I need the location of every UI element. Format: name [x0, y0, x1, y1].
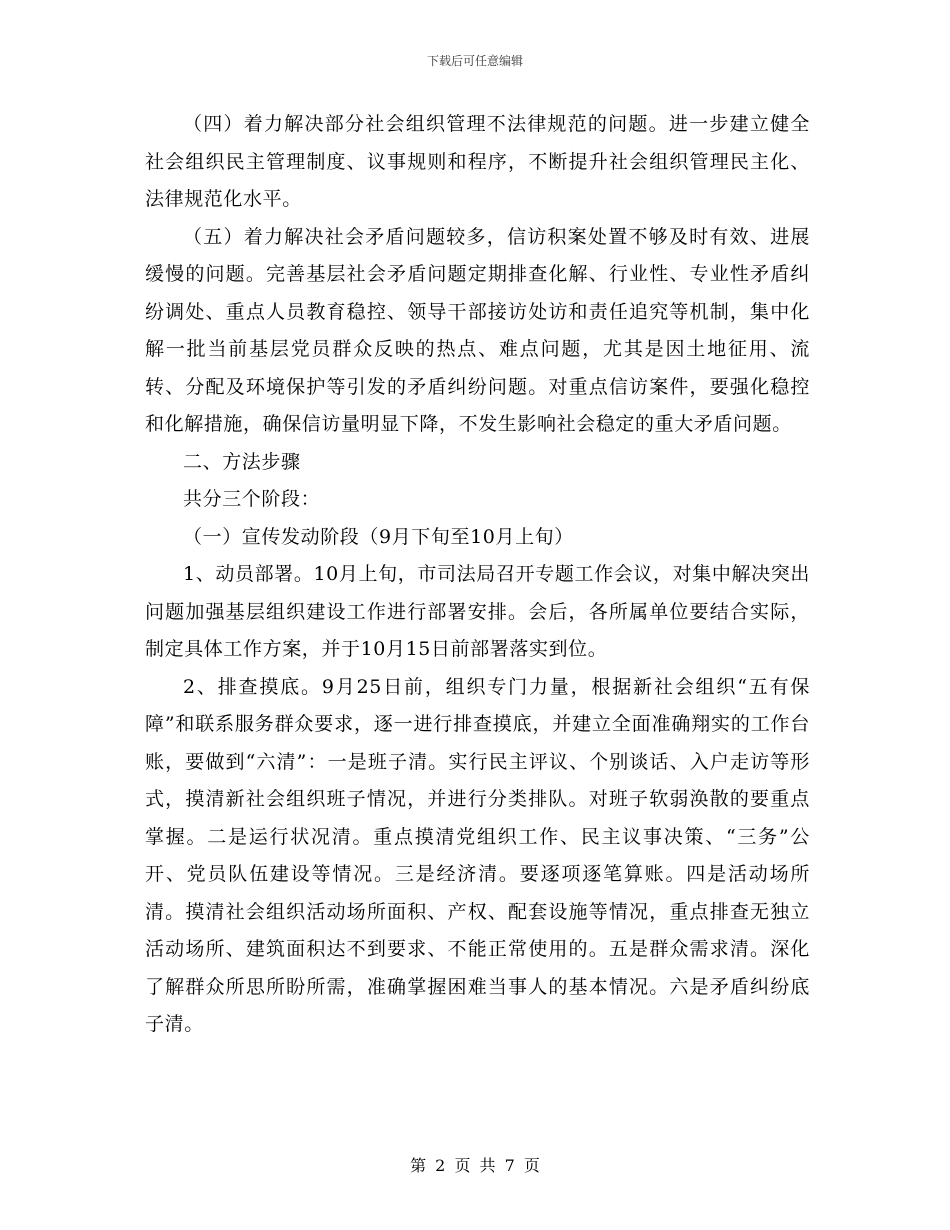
document-body	[145, 106, 810, 1044]
paragraph-item-four: （四）着力解决部分社会组织管理不法律规范的问题。进一步建立健全社会组织民主管理制度、议事规则和程序，不断提升社会组织管理民主化、法律规范化水平。	[145, 113, 810, 210]
paragraph-stages-intro: 共分三个阶段：	[183, 488, 321, 510]
page-number: 第 2 页 共 7 页	[410, 1156, 540, 1175]
page-header-note: 下载后可任意编辑	[426, 54, 523, 68]
section-heading-methods: 二、方法步骤	[183, 450, 301, 473]
paragraph-investigation: 2、排查摸底。9月25日前，组织专门力量，根据新社会组织“五有保障”和联系服务群众要求，逐一进行排查摸底，并建立全面准确翔实的工作台账，要做到“六清”：一是班子清。实行民主评议、个别谈话、入户走访等形式，摸清新社会组织班子情况，并进行分类排队。对班子软弱涣散的要重点掌握。二是运行状况清。重点摸清党组织工作、民主议事决策、“三务”公开、党员队伍建设等情况。三是经济清。要逐项逐笔算账。四是活动场所清。摸清社会组织活动场所面积、产权、配套设施等情况，重点排查无独立活动场所、建筑面积达不到要求、不能正常使用的。五是群众需求清。深化了解群众所思所盼所需，准确掌握困难当事人的基本情况。六是矛盾纠纷底子清。	[145, 675, 810, 1035]
paragraph-mobilization: 1、动员部署。10月上旬，市司法局召开专题工作会议，对集中解决突出问题加强基层组织建设工作进行部署安排。会后，各所属单位要结合实际，制定具体工作方案，并于10月15日前部署落实到位。	[145, 563, 810, 660]
stage-heading-one: （一）宣传发动阶段（9月下旬至10月上旬）	[183, 525, 574, 548]
paragraph-item-five: （五）着力解决社会矛盾问题较多，信访积案处置不够及时有效、进展缓慢的问题。完善基层社会矛盾问题定期排查化解、行业性、专业性矛盾纠纷调处、重点人员教育稳控、领导干部接访处访和责任追究等机制，集中化解一批当前基层党员群众反映的热点、难点问题，尤其是因土地征用、流转、分配及环境保护等引发的矛盾纠纷问题。对重点信访案件，要强化稳控和化解措施，确保信访量明显下降，不发生影响社会稳定的重大矛盾问题。	[145, 225, 810, 435]
